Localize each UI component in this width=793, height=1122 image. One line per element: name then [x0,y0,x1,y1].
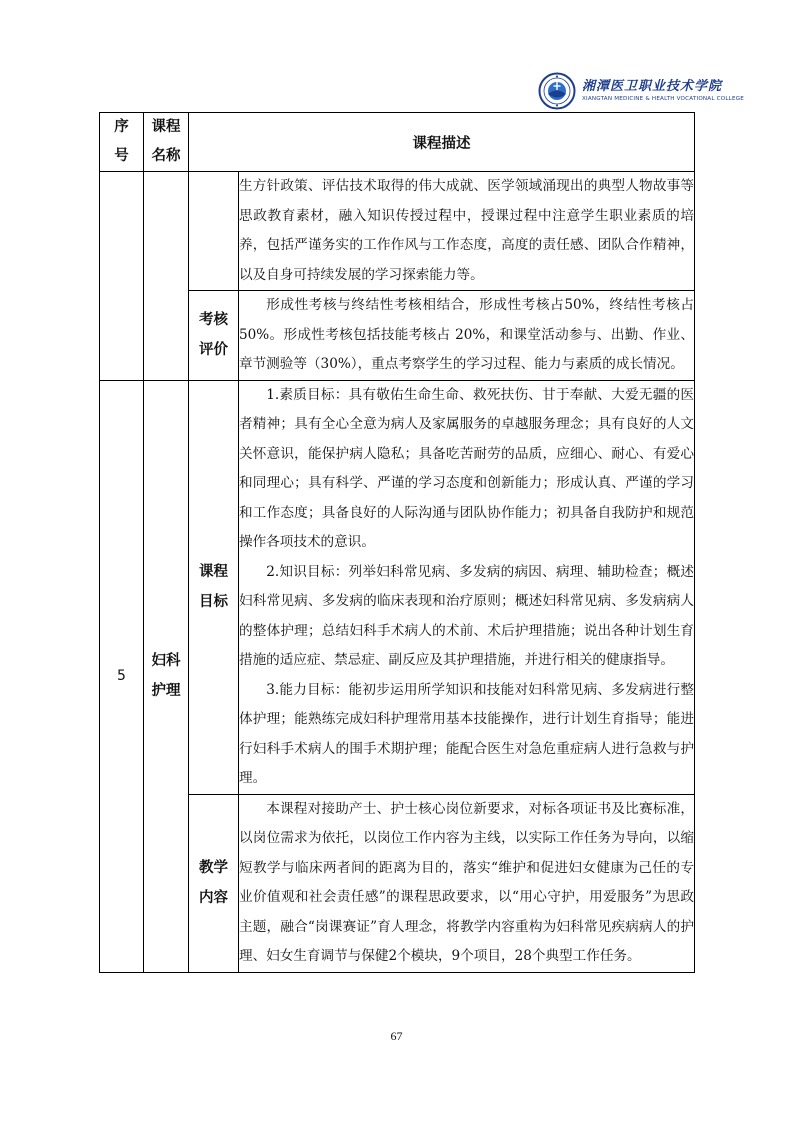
header-course-name: 课程 名称 [144,113,189,172]
header-serial-number: 序 号 [100,113,144,172]
serial-cell-empty [100,172,144,381]
course-goal-label: 课程 目标 [189,380,239,794]
college-name-cn: 湘潭医卫职业技术学院 [582,79,723,94]
assessment-label: 考核 评价 [189,291,239,381]
teaching-content-label: 教学 内容 [189,794,239,972]
course-goal-description [239,380,695,794]
ideology-description-continued: 生方针政策、评估技术取得的伟大成就、医学领域涌现出的典型人物故事等思政教育素材，融入知识传授过程中，授课过程中注意学生职业素质的培养，包括严谨务实的工作作风与工作态度，高度的责任感、团队合作精神，以及自身可持续发展的学习探索能力等。 [239,172,695,291]
course-table [99,112,695,973]
assessment-description: 形成性考核与终结性考核相结合，形成性考核占50%，终结性考核占50%。形成性考核包括技能考核占 20%，和课堂活动参与、出勤、作业、章节测验等（30%），重点考察学生的学习过程、能力与素质的成长情况。 [239,291,695,381]
page-number: 67 [390,1029,403,1043]
table-row [100,794,695,972]
quality-goal: 1.素质目标：具有敬佑生命生命、救死扶伤、甘于奉献、大爱无疆的医者精神；具有全心全意为病人及家属服务的卓越服务理念；具有良好的人文关怀意识，能保护病人隐私；具备吃苦耐劳的品质，应细心、耐心、有爱心和同理心；具有科学、严谨的学习态度和创新能力；形成认真、严谨的学习和工作态度；具备良好的人际沟通与团队协作能力；初具备自我防护和规范操作各项技术的意识。 [239,386,694,550]
name-cell-empty [144,172,189,381]
course-name: 妇科 护理 [144,380,189,972]
college-emblem-icon [538,72,576,110]
table-row [100,380,695,794]
table-row [100,291,695,381]
sublabel-cell-empty [189,172,239,291]
college-logo [538,72,744,112]
header-row [100,113,695,172]
knowledge-goal: 2.知识目标：列举妇科常见病、多发病的病因、病理、辅助检查；概述妇科常见病、多发病的临床表现和治疗原则；概述妇科常见病、多发病病人的整体护理；总结妇科手术病人的术前、术后护理措施；说出各种计划生育措施的适应症、禁忌症、副反应及其护理措施，并进行相关的健康指导。 [239,563,694,668]
teaching-content-description: 本课程对接助产士、护士核心岗位新要求，对标各项证书及比赛标准，以岗位需求为依托，以岗位工作内容为主线，以实际工作任务为导向，以缩短教学与临床两者间的距离为目的，落实“维护和促进妇女健康为己任的专业价值观和社会责任感”的课程思政要求，以“用心守护，用爱服务”为思政主题，融合“岗课赛证”育人理念，将教学内容重构为妇科常见疾病病人的护理、妇女生育调节与保健2个模块，9个项目，28个典型工作任务。 [239,794,695,972]
serial-number: 5 [100,380,144,972]
college-name-en: XIANGTAN MEDICINE & HEALTH VOCATIONAL COLLEGE [582,96,744,102]
ability-goal: 3.能力目标：能初步运用所学知识和技能对妇科常见病、多发病进行整体护理；能熟练完成妇科护理常用基本技能操作，进行计划生育指导；能进行妇科手术病人的围手术期护理；能配合医生对急危重症病人进行急救与护理。 [239,681,694,786]
table-row [100,172,695,291]
header-course-description: 课程描述 [189,113,695,172]
